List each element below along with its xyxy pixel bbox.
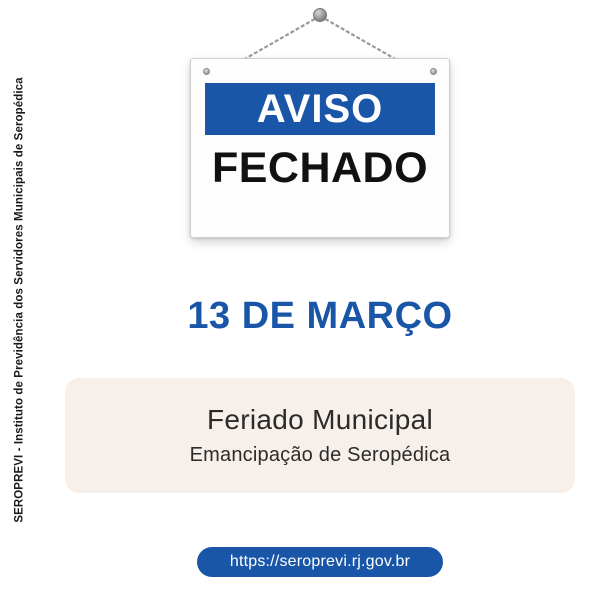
- vertical-institution-note: [0, 0, 40, 600]
- screw-icon-left: [203, 68, 210, 75]
- sign-status-label: FECHADO: [211, 144, 429, 192]
- page-title: 13 DE MARÇO: [187, 295, 453, 337]
- hanging-sign: [40, 0, 600, 260]
- info-card: [65, 378, 575, 493]
- sign-banner: [205, 83, 435, 135]
- poster-content: [40, 0, 600, 600]
- info-card-subtitle: Emancipação de Seropédica: [189, 444, 451, 466]
- website-link-pill[interactable]: [197, 547, 443, 577]
- website-link-label: https://seroprevi.rj.gov.br: [229, 553, 411, 570]
- sign-banner-label: AVISO: [256, 87, 384, 131]
- screw-icon-right: [430, 68, 437, 75]
- hook-icon: [313, 8, 327, 22]
- vertical-institution-note-label: SEROPREVI - Instituto de Previdência dos Servidores Municipais de Seropédica: [14, 77, 27, 523]
- sign-board: [190, 58, 450, 238]
- info-card-title: Feriado Municipal: [206, 404, 434, 435]
